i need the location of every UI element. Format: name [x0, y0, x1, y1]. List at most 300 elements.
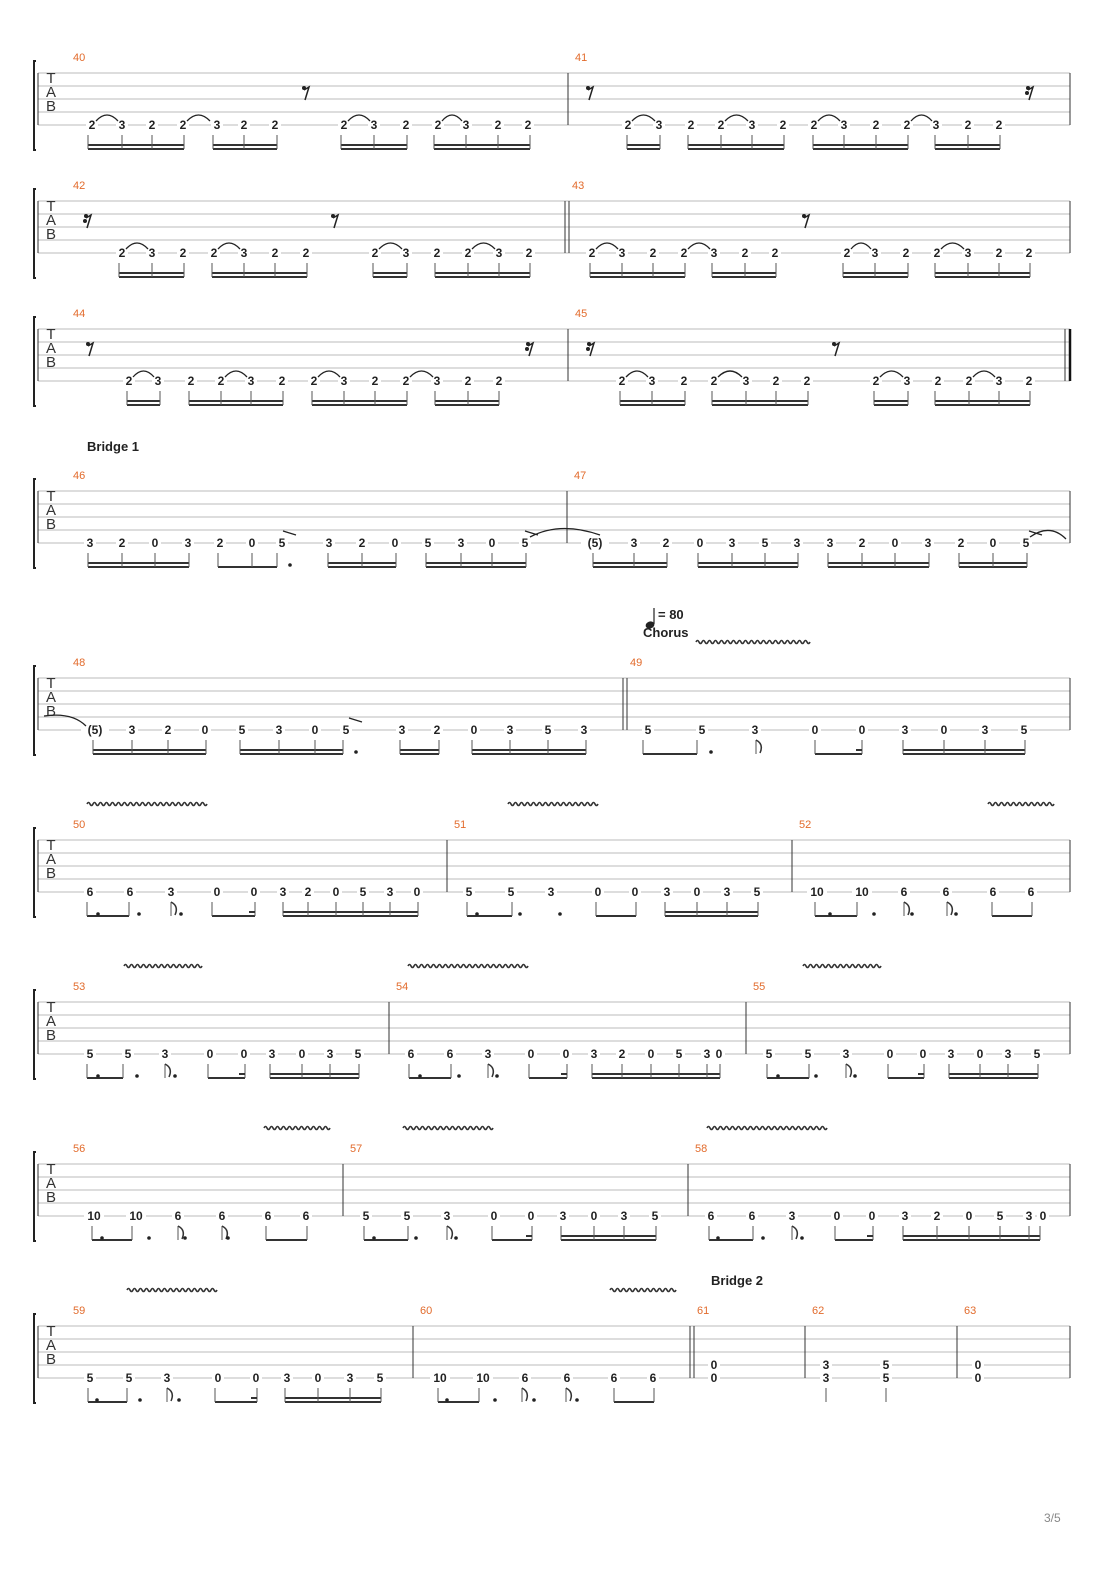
fret-number: 3 — [547, 885, 555, 899]
tab-system-1 — [34, 52, 1070, 150]
vibrato-wavy-line — [408, 965, 528, 968]
fret-number: 3 — [161, 1047, 169, 1061]
section-label-chorus: Chorus — [643, 625, 689, 640]
measure-number-47: 47 — [574, 470, 587, 482]
rhythm-dot — [776, 1074, 780, 1078]
rhythm-dot — [414, 1236, 418, 1240]
tie-arc — [133, 371, 154, 377]
eighth-rest — [586, 86, 593, 100]
fret-number: 5 — [424, 536, 432, 550]
fret-number: 0 — [868, 1209, 876, 1223]
fret-number: 3 — [247, 374, 255, 388]
tie-arc — [725, 115, 748, 121]
fret-number: 2 — [164, 723, 172, 737]
note-flag — [522, 1388, 527, 1401]
fret-number: 6 — [610, 1371, 618, 1385]
measure-number-42: 42 — [73, 180, 86, 192]
tab-system-9 — [34, 1305, 1070, 1403]
measure-number-61: 61 — [697, 1305, 710, 1317]
tab-clef-b: B — [45, 98, 57, 115]
fret-number: 2 — [843, 246, 851, 260]
fret-number: 2 — [125, 374, 133, 388]
fret-number: 2 — [179, 118, 187, 132]
rhythm-dot — [100, 1236, 104, 1240]
tie-arc — [442, 115, 462, 121]
fret-number: 3 — [751, 723, 759, 737]
fret-number: 3 — [346, 1371, 354, 1385]
fret-number: 3 — [842, 1047, 850, 1061]
fret-number: 3 — [154, 374, 162, 388]
fret-number: 2 — [858, 536, 866, 550]
fret-number: 3 — [484, 1047, 492, 1061]
fret-number: 5 — [342, 723, 350, 737]
fret-number: 3 — [433, 374, 441, 388]
measure-number-44: 44 — [73, 308, 86, 320]
rest-dot — [586, 347, 590, 351]
tab-clef-a: A — [45, 212, 57, 229]
eighth-rest — [802, 214, 809, 228]
fret-number: 3 — [402, 246, 410, 260]
rhythm-dot — [872, 912, 876, 916]
fret-number: 0 — [886, 1047, 894, 1061]
rhythm-dot — [177, 1398, 181, 1402]
rhythm-dot — [475, 912, 479, 916]
fret-number: 6 — [218, 1209, 226, 1223]
fret-number: (5) — [587, 536, 603, 550]
measure-number-58: 58 — [695, 1143, 708, 1155]
tab-clef-a: A — [45, 851, 57, 868]
measure-number-51: 51 — [454, 819, 467, 831]
rhythm-dot — [372, 1236, 376, 1240]
fret-number: 6 — [446, 1047, 454, 1061]
vibrato-wavy-line — [803, 965, 881, 968]
fret-number: 3 — [325, 536, 333, 550]
measure-number-54: 54 — [396, 981, 409, 993]
fret-number: 2 — [902, 246, 910, 260]
vibrato-wavy-line — [87, 803, 207, 806]
fret-number: 2 — [903, 118, 911, 132]
fret-number: 3 — [871, 246, 879, 260]
tie-arc — [632, 115, 655, 121]
system-bracket — [34, 666, 36, 755]
fret-number: 6 — [407, 1047, 415, 1061]
measure-number-56: 56 — [73, 1143, 86, 1155]
tab-clef-b: B — [45, 1027, 57, 1044]
fret-number: 2 — [402, 374, 410, 388]
fret-number: 2 — [302, 246, 310, 260]
fret-number: 0 — [252, 1371, 260, 1385]
fret-number: 3 — [793, 536, 801, 550]
fret-number: 3 — [901, 723, 909, 737]
fret-number: 2 — [304, 885, 312, 899]
fret-number: 5 — [124, 1047, 132, 1061]
rhythm-dot — [226, 1236, 230, 1240]
fret-number: 0 — [206, 1047, 214, 1061]
vibrato-wavy-line — [707, 1127, 827, 1130]
rest-dot — [83, 219, 87, 223]
vibrato-wavy-line — [696, 641, 810, 644]
rhythm-dot — [853, 1074, 857, 1078]
vibrato-wavy-line — [610, 1289, 676, 1292]
fret-number: 3 — [167, 885, 175, 899]
note-flag — [178, 1226, 183, 1239]
tab-clef-t: T — [46, 837, 56, 854]
rest-stem — [88, 343, 93, 356]
fret-number: 5 — [698, 723, 706, 737]
fret-number: 3 — [462, 118, 470, 132]
fret-number: 2 — [687, 118, 695, 132]
rhythm-dot — [418, 1074, 422, 1078]
rhythm-dot — [147, 1236, 151, 1240]
tie-arc — [318, 371, 340, 377]
fret-number: 0 — [693, 885, 701, 899]
note-flag — [447, 1226, 452, 1239]
fret-number: 3 — [495, 246, 503, 260]
fret-number: 2 — [271, 118, 279, 132]
tab-system-3 — [34, 308, 1070, 406]
note-flag — [167, 1388, 172, 1401]
tab-clef-b: B — [45, 516, 57, 533]
fret-number: 2 — [933, 246, 941, 260]
fret-number: 0 — [710, 1371, 718, 1385]
fret-number: 3 — [710, 246, 718, 260]
fret-number: 2 — [210, 246, 218, 260]
fret-number: 2 — [995, 246, 1003, 260]
tab-clef-b: B — [45, 865, 57, 882]
fret-number: 6 — [126, 885, 134, 899]
fret-number: 2 — [148, 118, 156, 132]
fret-number: 3 — [370, 118, 378, 132]
fret-number: 2 — [340, 118, 348, 132]
fret-number: 5 — [804, 1047, 812, 1061]
system-bracket — [34, 189, 36, 278]
fret-number: 0 — [248, 536, 256, 550]
fret-number: 5 — [1020, 723, 1028, 737]
fret-number: 0 — [490, 1209, 498, 1223]
fret-number: 0 — [710, 1358, 718, 1372]
rest-stem — [834, 343, 839, 356]
rest-stem — [804, 215, 809, 228]
fret-number: 5 — [761, 536, 769, 550]
system-bracket — [34, 1314, 36, 1403]
rest-stem — [304, 87, 309, 100]
rhythm-dot — [96, 1074, 100, 1078]
fret-number: 5 — [651, 1209, 659, 1223]
fret-number: 0 — [311, 723, 319, 737]
fret-number: 0 — [213, 885, 221, 899]
fret-number: 0 — [151, 536, 159, 550]
tie-arc — [718, 371, 742, 377]
measure-number-59: 59 — [73, 1305, 86, 1317]
note-flag — [792, 1226, 797, 1239]
measure-number-45: 45 — [575, 308, 588, 320]
fret-number: 3 — [148, 246, 156, 260]
rhythm-dot — [96, 912, 100, 916]
measure-number-48: 48 — [73, 657, 86, 669]
slide-mark — [525, 531, 538, 535]
tab-clef-a: A — [45, 1337, 57, 1354]
fret-number: 3 — [826, 536, 834, 550]
tempo-marking — [643, 607, 689, 640]
fret-number: 3 — [947, 1047, 955, 1061]
tie-arc — [348, 115, 370, 121]
measure-number-49: 49 — [630, 657, 643, 669]
vibrato-wavy-line — [988, 803, 1054, 806]
measure-number-57: 57 — [350, 1143, 363, 1155]
tab-clef-b: B — [45, 226, 57, 243]
fret-number: 2 — [118, 246, 126, 260]
fret-number: 6 — [264, 1209, 272, 1223]
fret-number: 5 — [544, 723, 552, 737]
fret-number: 0 — [201, 723, 209, 737]
fret-number: 2 — [1025, 246, 1033, 260]
measure-number-43: 43 — [572, 180, 585, 192]
tab-clef-t: T — [46, 198, 56, 215]
fret-number: 3 — [240, 246, 248, 260]
rhythm-dot — [445, 1398, 449, 1402]
fret-number: 3 — [279, 885, 287, 899]
measure-number-50: 50 — [73, 819, 86, 831]
fret-number: 0 — [976, 1047, 984, 1061]
fret-number: 0 — [413, 885, 421, 899]
tie-arc — [225, 371, 247, 377]
rhythm-dot — [709, 750, 713, 754]
note-flag — [566, 1388, 571, 1401]
fret-number: 5 — [882, 1371, 890, 1385]
fret-number: 2 — [872, 118, 880, 132]
fret-number: 0 — [974, 1358, 982, 1372]
fret-number: 0 — [470, 723, 478, 737]
fret-number: 6 — [942, 885, 950, 899]
fret-number: 2 — [680, 246, 688, 260]
fret-number: 5 — [359, 885, 367, 899]
fret-number: 2 — [371, 374, 379, 388]
fret-number: 3 — [703, 1047, 711, 1061]
fret-number: 5 — [882, 1358, 890, 1372]
fret-number: 2 — [618, 1047, 626, 1061]
fret-number: 2 — [964, 118, 972, 132]
fret-number: 3 — [283, 1371, 291, 1385]
fret-number: 3 — [340, 374, 348, 388]
fret-number: 0 — [594, 885, 602, 899]
fret-number: 2 — [310, 374, 318, 388]
rest-dot — [525, 347, 529, 351]
fret-number: 3 — [630, 536, 638, 550]
fret-number: (5) — [87, 723, 103, 737]
rhythm-dot — [137, 912, 141, 916]
fret-number: 3 — [213, 118, 221, 132]
fret-number: 2 — [524, 118, 532, 132]
fret-number: 5 — [86, 1371, 94, 1385]
eighth-rest — [86, 342, 93, 356]
rhythm-dot — [183, 1236, 187, 1240]
note-flag — [947, 902, 952, 915]
fret-number: 2 — [358, 536, 366, 550]
fret-number: 3 — [1025, 1209, 1033, 1223]
rhythm-dot — [558, 912, 562, 916]
fret-number: 2 — [772, 374, 780, 388]
fret-number: 2 — [872, 374, 880, 388]
tie-arc — [851, 243, 871, 249]
fret-number: 2 — [271, 246, 279, 260]
fret-number: 0 — [696, 536, 704, 550]
fret-number: 2 — [957, 536, 965, 550]
fret-number: 0 — [527, 1209, 535, 1223]
tab-clef-b: B — [45, 1351, 57, 1368]
fret-number: 0 — [314, 1371, 322, 1385]
fret-number: 2 — [810, 118, 818, 132]
measure-number-52: 52 — [799, 819, 812, 831]
sixteenth-rest — [586, 342, 594, 356]
measure-number-62: 62 — [812, 1305, 825, 1317]
fret-number: 3 — [590, 1047, 598, 1061]
fret-number: 5 — [278, 536, 286, 550]
fret-number: 2 — [680, 374, 688, 388]
fret-number: 0 — [811, 723, 819, 737]
fret-number: 2 — [240, 118, 248, 132]
tie-arc — [880, 371, 903, 377]
eighth-rest — [832, 342, 839, 356]
tab-system-5 — [34, 657, 1070, 755]
rhythm-dot — [354, 750, 358, 754]
rhythm-dot — [532, 1398, 536, 1402]
section-label-bridge-1: Bridge 1 — [87, 439, 140, 454]
rest-dot — [1025, 91, 1029, 95]
tie-arc — [596, 243, 618, 249]
system-bracket — [34, 1152, 36, 1241]
rhythm-dot — [800, 1236, 804, 1240]
fret-number: 6 — [900, 885, 908, 899]
tab-system-7 — [34, 981, 1070, 1079]
fret-number: 10 — [433, 1371, 447, 1385]
fret-number: 3 — [995, 374, 1003, 388]
fret-number: 2 — [803, 374, 811, 388]
fret-number: 0 — [974, 1371, 982, 1385]
fret-number: 2 — [933, 1209, 941, 1223]
fret-number: 2 — [464, 374, 472, 388]
tab-clef-a: A — [45, 340, 57, 357]
vibrato-wavy-line — [124, 965, 202, 968]
fret-number: 0 — [891, 536, 899, 550]
measure-number-63: 63 — [964, 1305, 977, 1317]
fret-number: 10 — [476, 1371, 490, 1385]
rhythm-dot — [138, 1398, 142, 1402]
fret-number: 5 — [362, 1209, 370, 1223]
measure-number-46: 46 — [73, 470, 86, 482]
fret-number: 0 — [989, 536, 997, 550]
tab-clef-a: A — [45, 1013, 57, 1030]
system-bracket — [34, 828, 36, 917]
tie-arc — [1030, 530, 1066, 539]
fret-number: 0 — [965, 1209, 973, 1223]
fret-number: 6 — [86, 885, 94, 899]
tab-system-4 — [34, 470, 1070, 568]
fret-number: 3 — [268, 1047, 276, 1061]
fret-number: 6 — [302, 1209, 310, 1223]
fret-number: 3 — [386, 885, 394, 899]
sixteenth-rest — [525, 342, 533, 356]
fret-number: 2 — [741, 246, 749, 260]
sixteenth-rest — [83, 214, 91, 228]
fret-number: 6 — [521, 1371, 529, 1385]
system-bracket — [34, 61, 36, 150]
tie-arc — [410, 371, 433, 377]
tie-arc — [973, 371, 995, 377]
rest-stem — [333, 215, 338, 228]
vibrato-wavy-line — [127, 1289, 217, 1292]
tie-arc — [818, 115, 840, 121]
fret-number: 5 — [765, 1047, 773, 1061]
fret-number: 2 — [494, 118, 502, 132]
fret-number: 3 — [822, 1358, 830, 1372]
note-flag — [756, 740, 761, 753]
fret-number: 5 — [238, 723, 246, 737]
fret-number: 3 — [326, 1047, 334, 1061]
tab-clef-t: T — [46, 488, 56, 505]
fret-number: 2 — [434, 118, 442, 132]
rhythm-dot — [135, 1074, 139, 1078]
rhythm-dot — [761, 1236, 765, 1240]
fret-number: 10 — [855, 885, 869, 899]
note-flag — [488, 1064, 493, 1077]
fret-number: 5 — [675, 1047, 683, 1061]
fret-number: 2 — [618, 374, 626, 388]
tab-clef-t: T — [46, 1161, 56, 1178]
fret-number: 2 — [525, 246, 533, 260]
rhythm-dot — [288, 563, 292, 567]
fret-number: 2 — [187, 374, 195, 388]
fret-number: 2 — [278, 374, 286, 388]
fret-number: 5 — [753, 885, 761, 899]
fret-number: 0 — [298, 1047, 306, 1061]
vibrato-wavy-line — [403, 1127, 493, 1130]
note-flag — [171, 902, 176, 915]
fret-number: 0 — [332, 885, 340, 899]
tie-arc — [96, 115, 118, 121]
fret-number: 0 — [858, 723, 866, 737]
fret-number: 3 — [981, 723, 989, 737]
fret-number: 5 — [521, 536, 529, 550]
eighth-rest — [302, 86, 309, 100]
fret-number: 2 — [433, 723, 441, 737]
tempo-value: = 80 — [658, 607, 684, 622]
measure-number-55: 55 — [753, 981, 766, 993]
measure-number-60: 60 — [420, 1305, 433, 1317]
rhythm-dot — [495, 1074, 499, 1078]
fret-number: 0 — [391, 536, 399, 550]
fret-number: 0 — [527, 1047, 535, 1061]
fret-number: 5 — [354, 1047, 362, 1061]
fret-number: 2 — [649, 246, 657, 260]
section-label-bridge-2: Bridge 2 — [711, 1273, 764, 1288]
tab-clef-t: T — [46, 675, 56, 692]
fret-number: 6 — [174, 1209, 182, 1223]
fret-number: 6 — [989, 885, 997, 899]
tie-arc — [688, 243, 710, 249]
fret-number: 3 — [748, 118, 756, 132]
tab-system-2 — [34, 180, 1070, 278]
fret-number: 3 — [118, 118, 126, 132]
fret-number: 3 — [559, 1209, 567, 1223]
fret-number: 0 — [833, 1209, 841, 1223]
fret-number: 3 — [86, 536, 94, 550]
fret-number: 3 — [655, 118, 663, 132]
rhythm-dot — [954, 912, 958, 916]
fret-number: 0 — [240, 1047, 248, 1061]
fret-number: 5 — [403, 1209, 411, 1223]
eighth-rest — [331, 214, 338, 228]
fret-number: 2 — [217, 374, 225, 388]
